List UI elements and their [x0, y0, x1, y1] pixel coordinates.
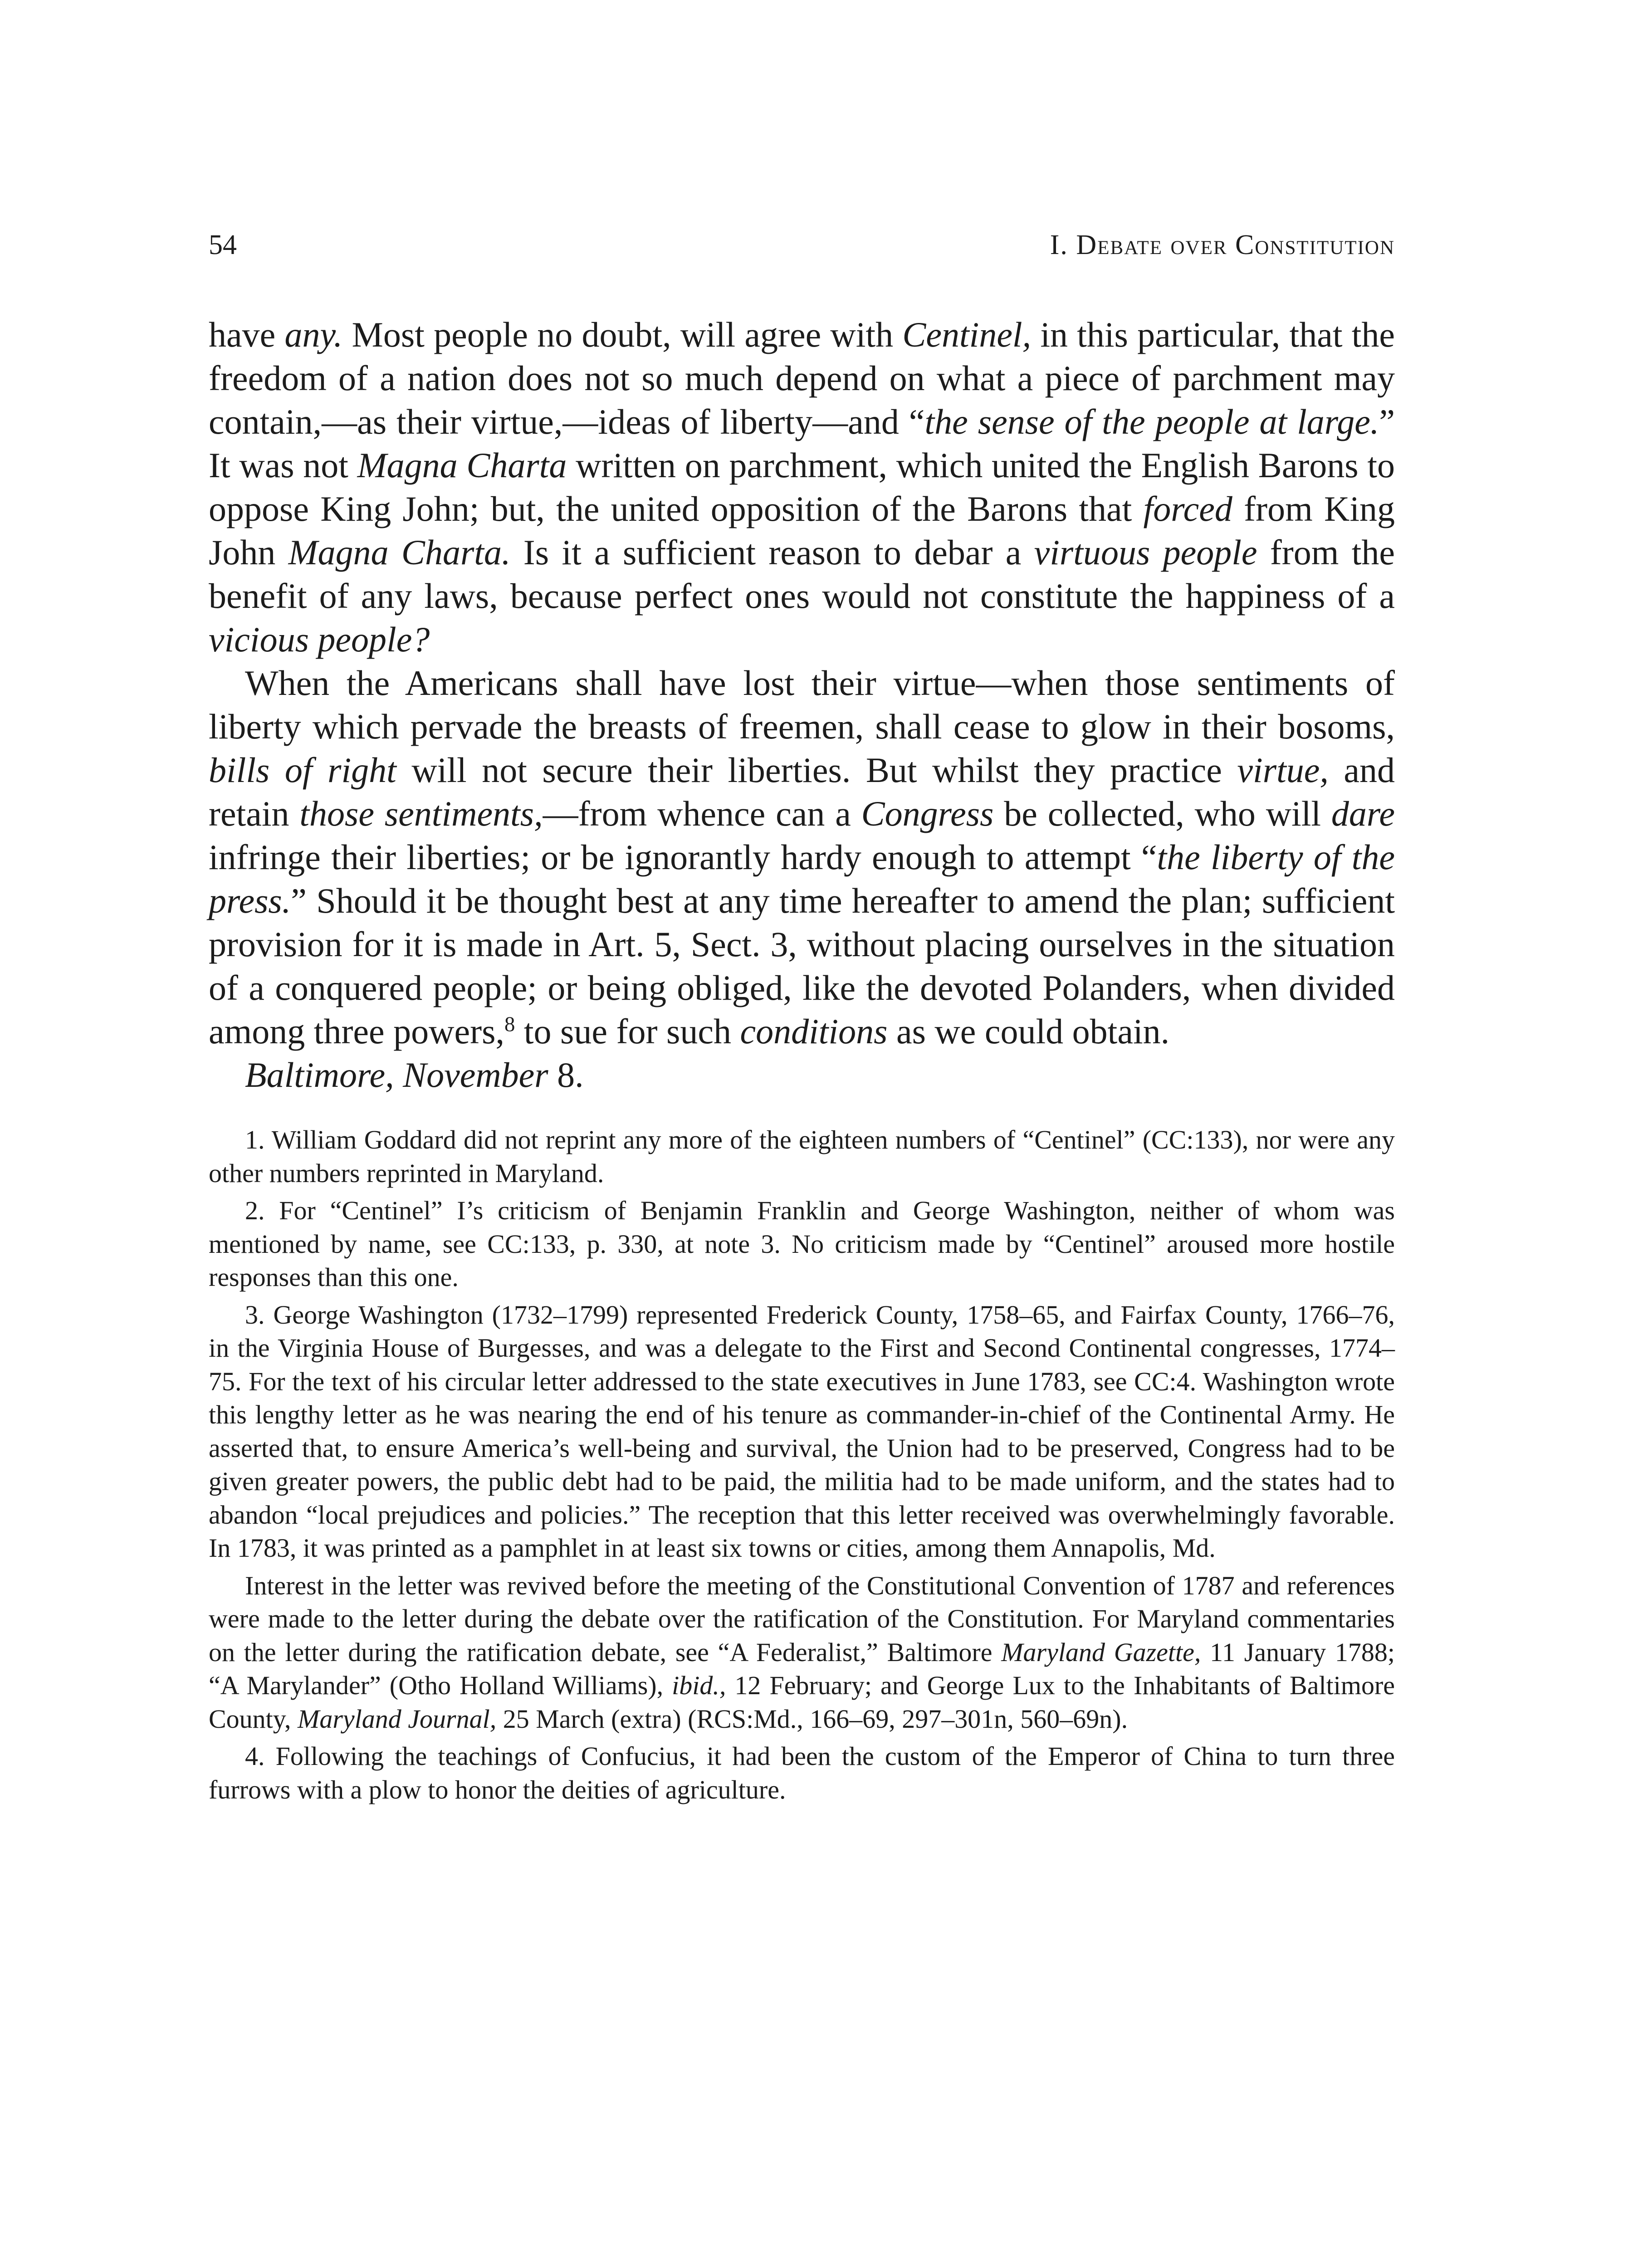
italic-run: forced: [1143, 489, 1232, 528]
text-run: as we could obtain.: [887, 1012, 1170, 1051]
italic-run: any.: [284, 315, 343, 354]
text-run: 25 March (extra) (RCS:Md., 166–69, 297–301n, 560–69n).: [496, 1704, 1128, 1734]
text-run: from the benefit of any laws, because perfect ones would not constitute the happiness of a: [209, 533, 1395, 616]
body-paragraph-1: [209, 313, 1395, 661]
text-run: —from whence can a: [543, 794, 861, 833]
text-run: written on parchment, which united the English Barons to oppose King John; but, the united opposition of the Barons that: [209, 445, 1395, 528]
italic-run: vicious people?: [209, 620, 430, 659]
page-number: 54: [209, 230, 237, 260]
text-run: 12 February; and George Lux to the Inhabitants of Baltimore County,: [209, 1671, 1395, 1734]
italic-run: Magna Charta.: [288, 533, 511, 572]
italic-run: the sense of the people at large.: [924, 402, 1379, 441]
italic-run: Congress: [861, 794, 994, 833]
footnote-3-continued: [209, 1569, 1395, 1736]
body-paragraph-2: [209, 661, 1395, 1053]
italic-run: those sentiments,: [299, 794, 543, 833]
text-run: infringe their liberties; or be ignorantly hardy enough to attempt “: [209, 837, 1157, 877]
footnotes: [209, 1123, 1395, 1806]
italic-run: Maryland Gazette,: [1001, 1637, 1201, 1667]
text-run: in this particular, that the freedom of a nation does not so much depend on what a piece of parchment may contain,—as their virtue,—ideas of liberty—and “: [209, 315, 1395, 441]
italic-run: ibid.,: [672, 1671, 726, 1700]
footnote-4: 4. Following the teachings of Confucius, it had been the custom of the Emperor of China to turn three furrows with a plow to honor the deities of agriculture.: [209, 1741, 1395, 1804]
text-run: When the Americans shall have lost their virtue—when those sentiments of liberty which pervade the breasts of freemen, shall cease to glow in their bosoms,: [209, 663, 1395, 746]
text-run: will not secure their liberties. But whilst they practice: [396, 750, 1237, 790]
text-run: to sue for such: [515, 1012, 740, 1051]
italic-run: dare: [1331, 794, 1395, 833]
book-page: [209, 227, 1395, 1810]
italic-run: Magna Charta: [357, 445, 567, 485]
italic-run: virtue,: [1237, 750, 1329, 790]
text-run: Is it a sufficient reason to debar a: [510, 533, 1034, 572]
text-run: from King John: [209, 489, 1395, 572]
text-run: and retain: [209, 750, 1395, 833]
text-run: ” It was not: [209, 402, 1395, 485]
main-text: [209, 313, 1395, 1097]
footnote-ref-8[interactable]: 8: [504, 1012, 515, 1036]
italic-run: the liberty of the press.: [209, 837, 1395, 920]
text-run: ” Should it be thought best at any time hereafter to amend the plan; sufficient provision for it is made in Art. 5, Sect. 3, without placing ourselves in the situation of a conquered people; or being obliged, like the devoted Polanders, when divided among three powers,: [209, 881, 1395, 1051]
text-run: 11 January 1788; “A Marylander” (Otho Holland Williams),: [209, 1637, 1395, 1700]
chapter-title: I. Debate over Constitution: [1050, 230, 1395, 260]
italic-run: Maryland Journal,: [298, 1704, 497, 1734]
italic-run: Centinel,: [902, 315, 1032, 354]
italic-run: bills of right: [209, 750, 396, 790]
italic-run: conditions: [740, 1012, 888, 1051]
footnote-1: 1. William Goddard did not reprint any more of the eighteen numbers of “Centinel” (CC:133), nor were any other numbers reprinted in Maryland.: [209, 1125, 1395, 1188]
footnote-2: 2. For “Centinel” I’s criticism of Benjamin Franklin and George Washington, neither of whom was mentioned by name, see CC:133, p. 330, at note 3. No criticism made by “Centinel” aroused more hostile responses than this one.: [209, 1196, 1395, 1292]
footnote-3: 3. George Washington (1732–1799) represented Frederick County, 1758–65, and Fairfax County, 1766–76, in the Virginia House of Burgesses, and was a delegate to the First and Second Continental congresses, 1774–75. For the text of his circular letter addressed to the state executives in June 1783, see CC:4. Washington wrote this lengthy letter as he was nearing the end of his tenure as commander-in-chief of the Continental Army. He asserted that, to ensure America’s well-being and survival, the Union had to be preserved, Congress had to be given greater powers, the public debt had to be paid, the militia had to be made uniform, and the states had to abandon “local prejudices and policies.” The reception that this letter received was overwhelmingly favorable. In 1783, it was printed as a pamphlet in at least six towns or cities, among them Annapolis, Md.: [209, 1300, 1395, 1563]
text-run: Interest in the letter was revived before the meeting of the Constitutional Convention of 1787 and references were made to the letter during the debate over the ratification of the Constitution. For Maryland commentaries on the letter during the ratification debate, see “A Federalist,” Baltimore: [209, 1570, 1395, 1667]
text-run: be collected, who will: [993, 794, 1331, 833]
dateline-day: 8.: [557, 1055, 584, 1095]
running-head: [209, 227, 1395, 263]
dateline-place-date: Baltimore, November: [245, 1055, 557, 1095]
dateline: [209, 1053, 1395, 1097]
text-run: Most people no doubt, will agree with: [342, 315, 903, 354]
italic-run: virtuous people: [1034, 533, 1257, 572]
text-run: have: [209, 315, 285, 354]
